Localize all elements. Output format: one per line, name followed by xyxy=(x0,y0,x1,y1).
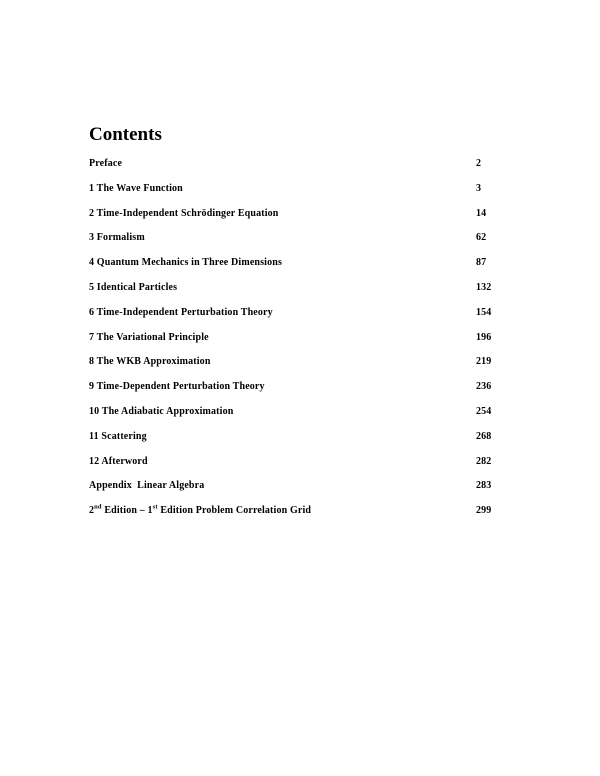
toc-entry-page: 3 xyxy=(476,182,482,194)
toc-entry-label: Preface xyxy=(89,158,123,169)
toc-entry-chapter-4[interactable] xyxy=(89,257,499,282)
toc-entry-page: 87 xyxy=(476,257,487,269)
toc-entry-correlation-grid[interactable] xyxy=(89,505,499,530)
toc-entry-page: 2 xyxy=(476,158,482,169)
toc-entry-page: 268 xyxy=(476,430,492,442)
toc-entry-label: Appendix Linear Algebra xyxy=(89,480,205,492)
toc-entry-chapter-3[interactable] xyxy=(89,232,499,257)
toc-entry-appendix[interactable] xyxy=(89,480,499,505)
toc-entry-label: 8 The WKB Approximation xyxy=(89,356,211,368)
toc-entry-page: 254 xyxy=(476,405,492,417)
toc-entry-chapter-1[interactable] xyxy=(89,183,499,208)
toc-entry-page: 299 xyxy=(476,505,492,517)
toc-entry-page: 196 xyxy=(476,331,492,343)
toc-entry-page: 282 xyxy=(476,455,492,467)
toc-entry-page: 283 xyxy=(476,480,492,492)
toc-entry-label: 10 The Adiabatic Approximation xyxy=(89,405,234,417)
toc-entry-label: 12 Afterword xyxy=(89,455,148,467)
toc-entry-chapter-11[interactable] xyxy=(89,431,499,456)
table-of-contents xyxy=(89,158,499,530)
toc-entry-chapter-6[interactable] xyxy=(89,307,499,332)
toc-entry-page: 219 xyxy=(476,356,492,368)
toc-entry-preface[interactable] xyxy=(89,158,499,183)
toc-entry-chapter-5[interactable] xyxy=(89,282,499,307)
toc-entry-page: 154 xyxy=(476,306,492,318)
toc-entry-chapter-7[interactable] xyxy=(89,332,499,357)
toc-entry-label: 5 Identical Particles xyxy=(89,281,178,293)
toc-entry-page: 236 xyxy=(476,381,492,393)
page-title: Contents xyxy=(89,124,162,145)
toc-entry-label: 3 Formalism xyxy=(89,232,145,244)
toc-entry-page: 132 xyxy=(476,281,492,293)
toc-entry-chapter-9[interactable] xyxy=(89,381,499,406)
toc-entry-chapter-2[interactable] xyxy=(89,208,499,233)
label-part: Edition Problem Correlation Grid xyxy=(157,505,312,517)
toc-entry-label: 1 The Wave Function xyxy=(89,182,183,194)
label-part: 2 xyxy=(89,505,95,517)
toc-entry-label xyxy=(89,505,311,516)
toc-entry-label: 2 Time-Independent Schrödinger Equation xyxy=(89,207,279,219)
label-part: Edition – 1 xyxy=(101,505,153,517)
toc-entry-label: 7 The Variational Principle xyxy=(89,331,209,343)
ordinal-suffix: nd xyxy=(94,503,102,511)
toc-entry-label: 4 Quantum Mechanics in Three Dimensions xyxy=(89,257,282,269)
toc-entry-chapter-10[interactable] xyxy=(89,406,499,431)
toc-entry-chapter-8[interactable] xyxy=(89,356,499,381)
toc-entry-page: 14 xyxy=(476,207,487,219)
toc-entry-label: 6 Time-Independent Perturbation Theory xyxy=(89,306,273,318)
toc-entry-label: 9 Time-Dependent Perturbation Theory xyxy=(89,381,265,393)
ordinal-suffix: st xyxy=(152,503,158,511)
toc-entry-label: 11 Scattering xyxy=(89,430,147,442)
toc-entry-page: 62 xyxy=(476,232,487,244)
toc-entry-chapter-12[interactable] xyxy=(89,456,499,481)
